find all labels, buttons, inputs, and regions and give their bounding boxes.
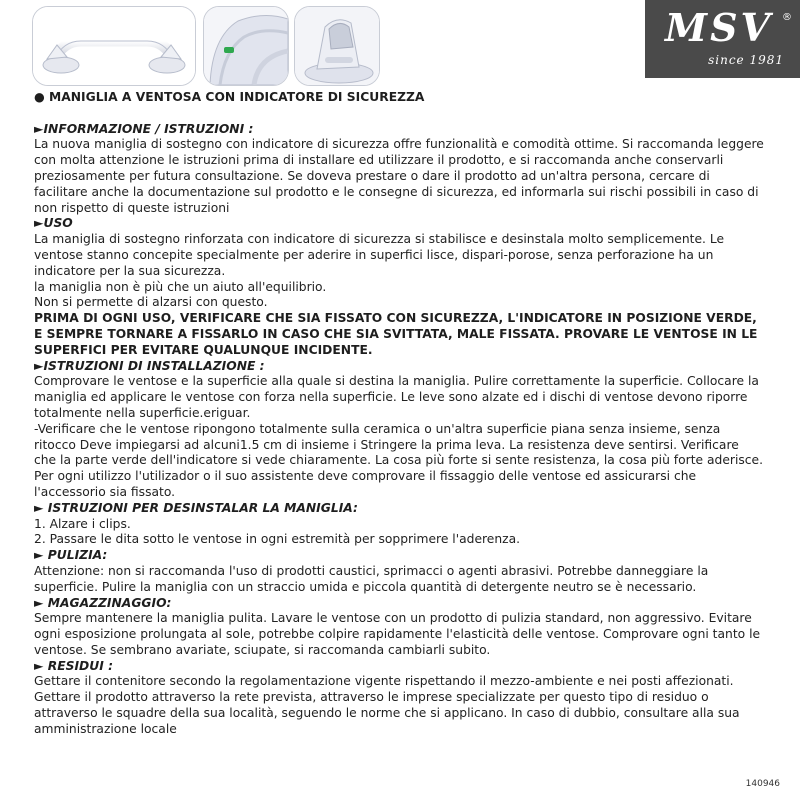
brand-logo	[645, 0, 800, 78]
storage-body: Sempre mantenere la maniglia pulita. Lavare le ventose con un prodotto di pulizia standard, non aggressivo. Evitare ogni esposizione prolungata al sole, potrebbe colpire rapidamente l'elasticità delle ventose. Comprovare ogni tanto le ventose. Se sembrano avariate, sciupate, si raccomanda cambiarli subito.	[34, 611, 761, 657]
suction-cup-closeup-photo	[294, 6, 380, 86]
clean-body: Attenzione: non si raccomanda l'uso di prodotti caustici, sprimacci o agenti abrasivi. Potrebbe danneggiare la superficie. Pulire la maniglia con un straccio umida e piccola quantità di detergente neutro se è necessario.	[34, 563, 709, 594]
grab-bar-photo	[32, 6, 196, 86]
heading-storage: ► MAGAZZINAGGIO:	[34, 595, 172, 610]
waste-body: Gettare il contenitore secondo la regolamentazione vigente rispettando il mezzo-ambiente e nei posti affezionati. Gettare il prodotto attraverso la rete prevista, attraverso le imprese specializzate per questo tipo di residuo o attraverso le squadre della sua località, seguendo le norme che si applicano. In caso di dubbio, consultare alla sua amministrazione locale	[34, 674, 740, 736]
instructions-document	[34, 90, 764, 738]
uso-body: La maniglia di sostegno rinforzata con indicatore di sicurezza si stabilisce e desinstala molto semplicemente. Le ventose stanno concepite specialmente per aderire in superfici lisce, dispari-porose, senza perforazione ha un indicatore per la sua sicurezza.	[34, 232, 725, 278]
product-code: 140946	[745, 779, 780, 789]
document-title: ● MANIGLIA A VENTOSA CON INDICATORE DI SICUREZZA	[34, 90, 425, 104]
logo-brand: MSV	[665, 5, 773, 50]
heading-uso: ►USO	[34, 216, 73, 231]
safety-warning: PRIMA DI OGNI USO, VERIFICARE CHE SIA FISSATO CON SICUREZZA, L'INDICATORE IN POSIZIONE VERDE, E SEMPRE TORNARE A FISSARLO IN CASO CHE SIA SVITTATA, MALE FISSATA. PROVARE LE VENTOSE IN LE SUPERFICI PER EVITARE QUALUNQUE INCIDENTE.	[34, 311, 758, 357]
logo-since: since 1981	[708, 53, 784, 67]
uso-note: la maniglia non è più che un aiuto all'equilibrio.	[34, 279, 327, 294]
install-body: Comprovare le ventose e la superficie alla quale si destina la maniglia. Pulire correttamente la superficie. Collocare la maniglia ed applicare le ventose con forza nella superficie. Le leve sono alzate ed i dischi di ventose devono riporre totalmente nella superficie.eriguar.	[34, 374, 759, 420]
info-body: La nuova maniglia di sostegno con indicatore di sicurezza offre funzionalità e comodità ottime. Si raccomanda leggere con molta attenzione le istruzioni prima di installare ed utilizzare il prodotto, e si raccomanda anche conservarli preziosamente per futura consultazione. Se doveva prestare o dare il prodotto ad un'altra persona, cercare di facilitare anche la documentazione sul prodotto e le consegne di sicurezza, ed informarla sui rischi possibili in caso di non rispetto di queste istruzioni	[34, 137, 764, 215]
heading-info: ►INFORMAZIONE / ISTRUZIONI :	[34, 121, 254, 136]
uso-note: Non si permette di alzarsi con questo.	[34, 295, 268, 310]
heading-install: ►ISTRUZIONI DI INSTALLAZIONE :	[34, 358, 265, 373]
heading-waste: ► RESIDUI :	[34, 658, 114, 673]
heading-clean: ► PULIZIA:	[34, 548, 108, 563]
install-body: -Verificare che le ventose ripongono totalmente sulla ceramica o un'altra superficie piana senza insieme, senza ritocco Deve impiegarsi ad alcuni1.5 cm di insieme i Stringere la prima leva. La resistenza deve sentirsi. Verificare che la parte verde dell'indicatore si vede chiaramente. La cosa più forte si sente resistenza, la cosa più forte aderisce. Per ogni utilizzo l'utilizador o il suo assistente deve comprovare il fissaggio delle ventose ed assicurarsi che l'accessorio sia fissato.	[34, 421, 764, 499]
heading-remove: ► ISTRUZIONI PER DESINSTALAR LA MANIGLIA:	[34, 500, 358, 515]
remove-step: 2. Passare le dita sotto le ventose in ogni estremità per sopprimere l'aderenza.	[34, 532, 521, 547]
indicator-closeup-photo	[203, 6, 289, 86]
remove-step: 1. Alzare i clips.	[34, 516, 131, 531]
registered-mark: ®	[782, 12, 792, 23]
